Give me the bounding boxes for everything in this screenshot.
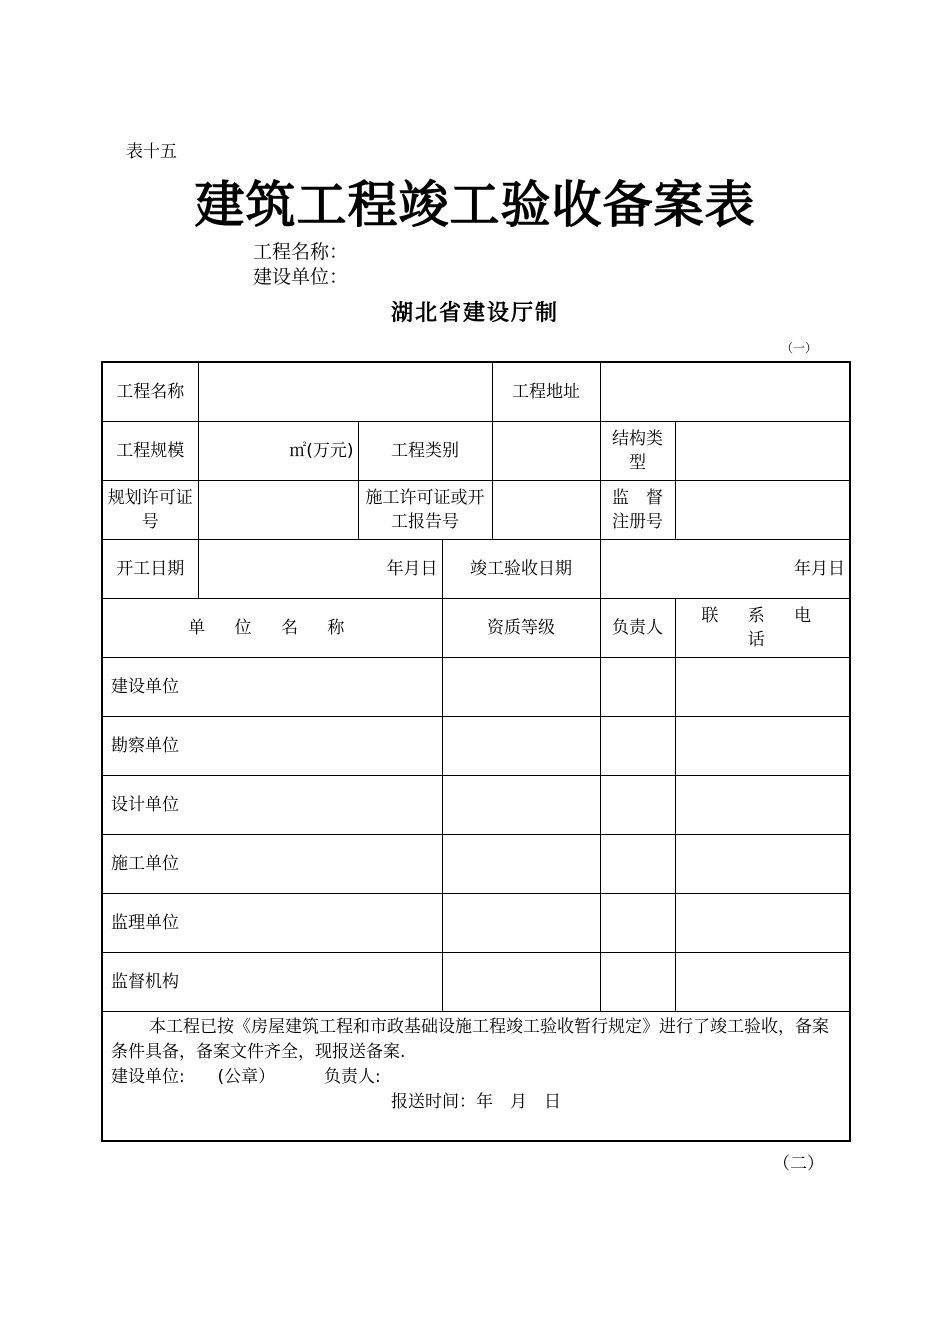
issuer: 湖北省建设厅制	[390, 300, 559, 326]
responsible-cell[interactable]	[600, 776, 675, 835]
start-date-label: 开工日期	[102, 540, 198, 599]
qualification-cell[interactable]	[442, 953, 600, 1012]
form-row-scale	[102, 422, 850, 481]
declaration-cell	[102, 1012, 850, 1142]
declaration-signature-line	[111, 1065, 841, 1090]
construction-permit-label: 施工许可证或开工报告号	[358, 481, 492, 540]
unit-row	[102, 894, 850, 953]
unit-name-cell[interactable]: 建设单位	[102, 658, 442, 717]
qualification-cell[interactable]	[442, 894, 600, 953]
acceptance-date-value[interactable]: 年月日	[600, 540, 850, 599]
structure-type-label: 结构类型	[600, 422, 675, 481]
form-row-project	[102, 362, 850, 422]
qualification-cell[interactable]	[442, 835, 600, 894]
supervision-reg-value[interactable]	[675, 481, 850, 540]
start-date-value[interactable]: 年月日	[198, 540, 442, 599]
project-category-value[interactable]	[492, 422, 600, 481]
project-address-value[interactable]	[600, 362, 850, 422]
structure-type-value[interactable]	[675, 422, 850, 481]
unit-row	[102, 717, 850, 776]
qualification-cell[interactable]	[442, 717, 600, 776]
planning-permit-label: 规划许可证号	[102, 481, 198, 540]
declaration-row	[102, 1012, 850, 1142]
unit-name-cell[interactable]: 勘察单位	[102, 717, 442, 776]
project-scale-label: 工程规模	[102, 422, 198, 481]
project-address-label: 工程地址	[492, 362, 600, 422]
phone-cell[interactable]	[675, 658, 850, 717]
unit-name-cell[interactable]: 监督机构	[102, 953, 442, 1012]
registration-form-table	[101, 361, 851, 1142]
project-scale-value[interactable]	[198, 422, 358, 481]
responsible-cell[interactable]	[600, 835, 675, 894]
phone-cell[interactable]	[675, 776, 850, 835]
project-category-label: 工程类别	[358, 422, 492, 481]
col-qualification: 资质等级	[442, 599, 600, 658]
unit-name-cell[interactable]: 施工单位	[102, 835, 442, 894]
form-row-permits	[102, 481, 850, 540]
form-row-header	[102, 599, 850, 658]
submit-time[interactable]: 报送时间：年 月 日	[391, 1092, 561, 1112]
project-name-cell-label: 工程名称	[102, 362, 198, 422]
form-row-dates	[102, 540, 850, 599]
unit-row	[102, 953, 850, 1012]
construction-permit-value[interactable]	[492, 481, 600, 540]
phone-cell[interactable]	[675, 717, 850, 776]
table-number: 表十五	[126, 142, 177, 162]
document-title: 建筑工程竣工验收备案表	[194, 175, 756, 234]
project-name-label: 工程名称：	[253, 241, 349, 263]
declaration-builder-label: 建设单位:	[111, 1067, 185, 1087]
unit-row	[102, 658, 850, 717]
unit-row	[102, 776, 850, 835]
phone-cell[interactable]	[675, 953, 850, 1012]
responsible-cell[interactable]	[600, 717, 675, 776]
builder-label: 建设单位：	[253, 266, 349, 288]
supervision-reg-label: 监 督注册号	[600, 481, 675, 540]
qualification-cell[interactable]	[442, 658, 600, 717]
page-marker-1: （一）	[781, 341, 818, 355]
unit-name-cell[interactable]: 设计单位	[102, 776, 442, 835]
responsible-cell[interactable]	[600, 894, 675, 953]
scale-unit: ㎡(万元)	[289, 441, 354, 461]
qualification-cell[interactable]	[442, 776, 600, 835]
unit-row	[102, 835, 850, 894]
seal-label: (公章）	[217, 1067, 276, 1087]
responsible-signature-label[interactable]: 负责人:	[324, 1067, 381, 1087]
col-unit-name: 单 位 名 称	[102, 599, 442, 658]
responsible-cell[interactable]	[600, 658, 675, 717]
project-name-value[interactable]	[198, 362, 492, 422]
page-marker-2: （二）	[773, 1154, 824, 1174]
unit-name-cell[interactable]: 监理单位	[102, 894, 442, 953]
acceptance-date-label: 竣工验收日期	[442, 540, 600, 599]
phone-cell[interactable]	[675, 894, 850, 953]
phone-cell[interactable]	[675, 835, 850, 894]
col-responsible: 负责人	[600, 599, 675, 658]
declaration-text: 本工程已按《房屋建筑工程和市政基础设施工程竣工验收暂行规定》进行了竣工验收，备案条件具备，备案文件齐全，现报送备案.	[111, 1017, 829, 1062]
planning-permit-value[interactable]	[198, 481, 358, 540]
col-phone: 联 系 电 话	[675, 599, 850, 658]
responsible-cell[interactable]	[600, 953, 675, 1012]
